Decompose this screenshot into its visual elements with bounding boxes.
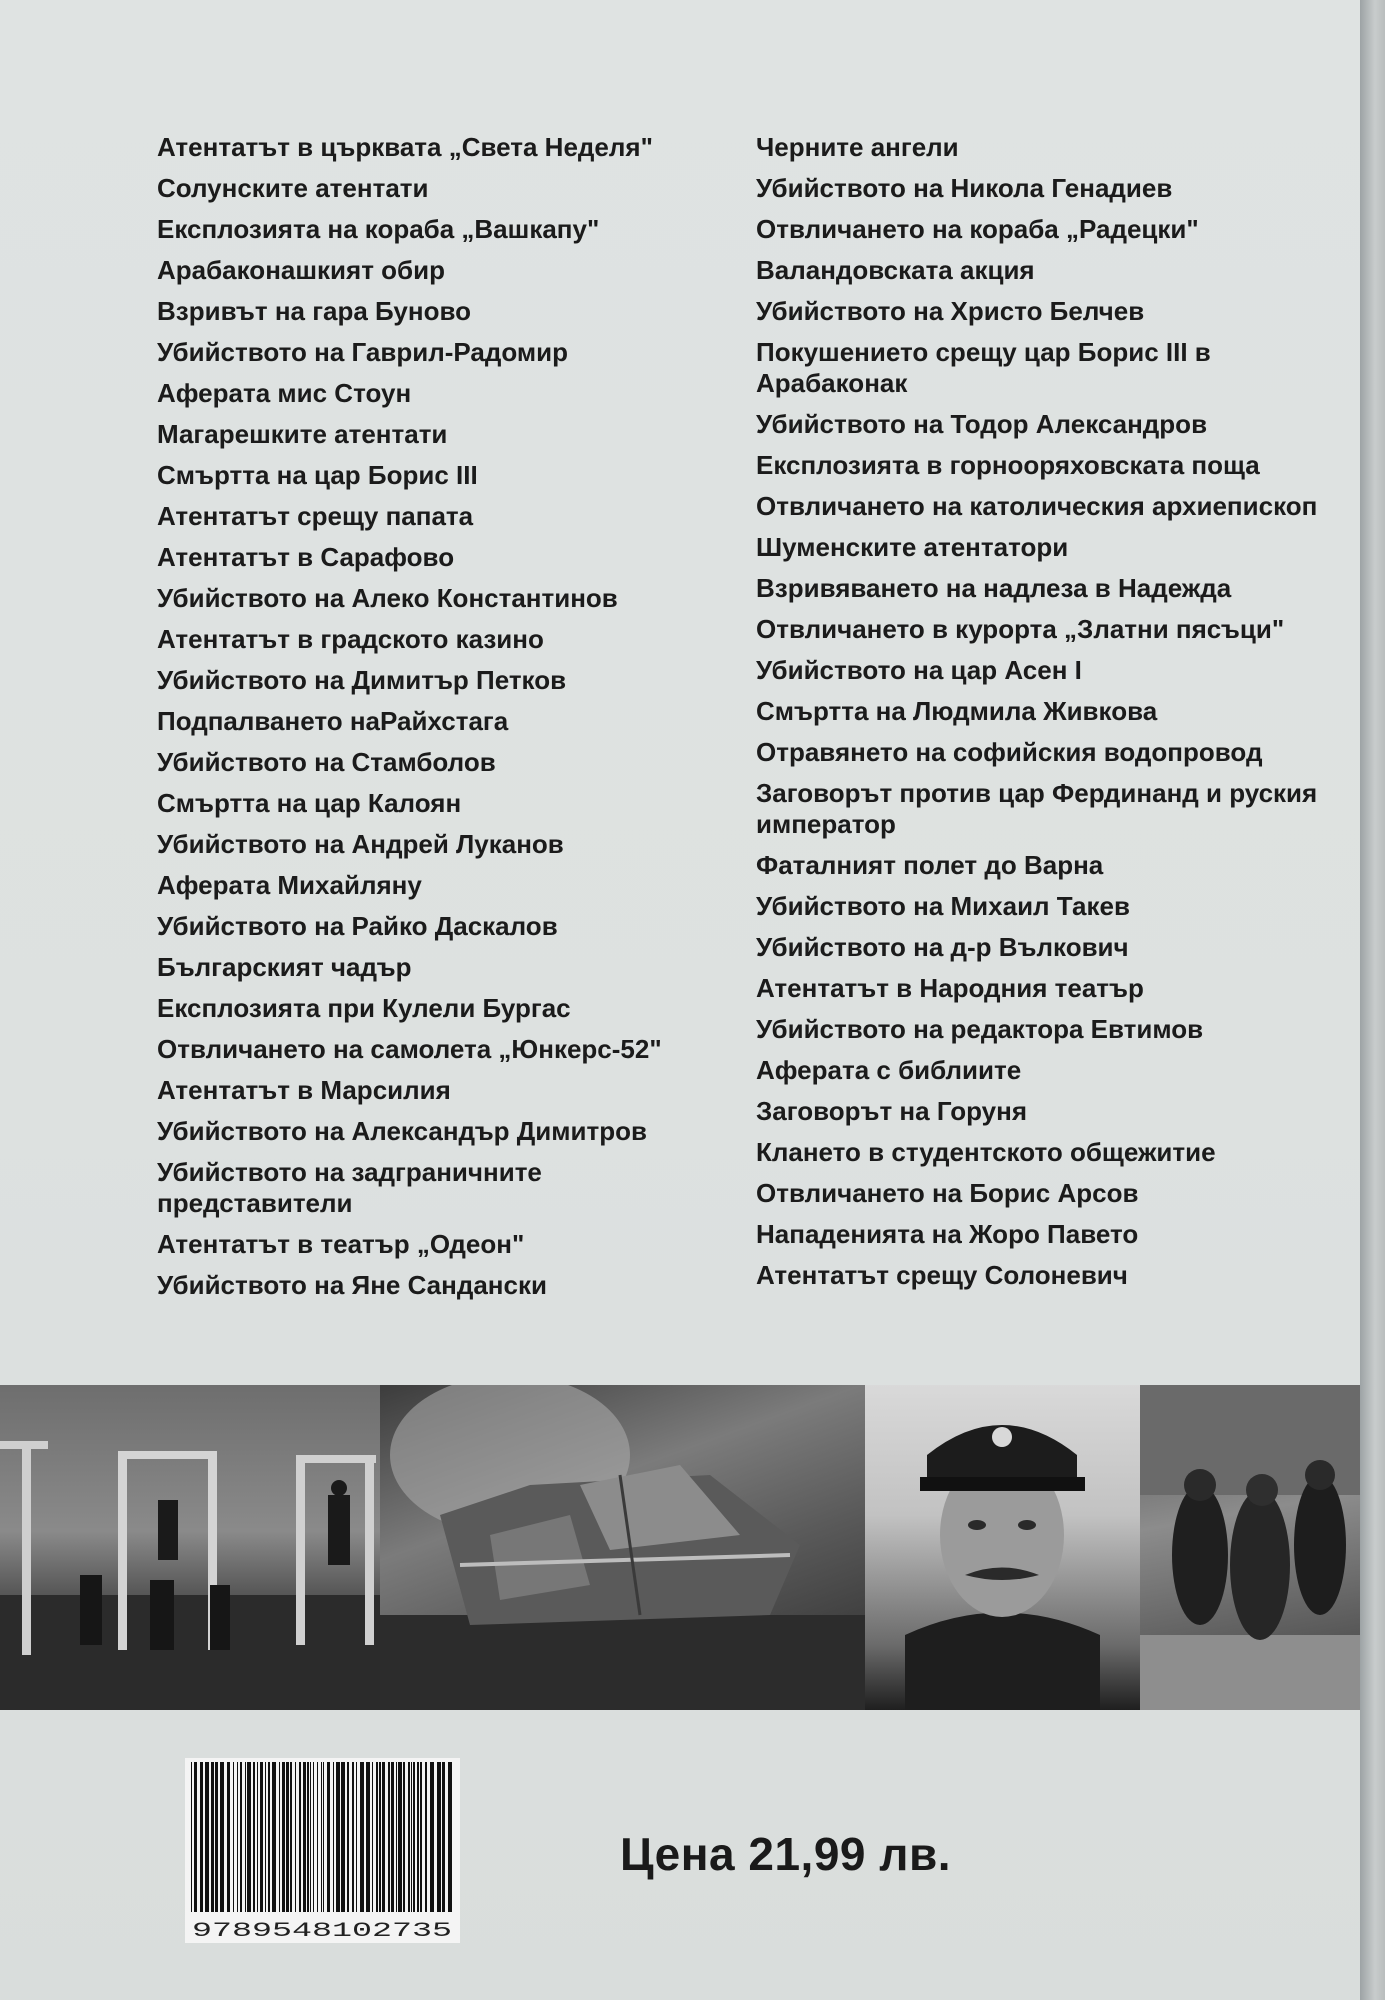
chapter-title: Атентатът срещу папата (157, 501, 474, 531)
chapter-title: Убийството на Тодор Александров (756, 409, 1208, 439)
chapter-title: Убийството на Михаил Такев (756, 891, 1130, 921)
chapter-title: Убийството на д-р Вълкович (756, 932, 1129, 962)
chapter-title: Черните ангели (756, 132, 959, 162)
chapter-title: Атентатът срещу Солоневич (756, 1260, 1128, 1290)
chapter-title: Магарешките атентати (157, 419, 448, 449)
chapter-title: Валандовската акция (756, 255, 1035, 285)
chapter-title: Аферата с библиите (756, 1055, 1022, 1085)
chapter-title: Отвличането на кораба „Радецки" (756, 214, 1199, 244)
chapter-title: Убийството на Александър Димитров (157, 1116, 647, 1146)
photo-street-crowd (1140, 1385, 1360, 1710)
chapter-title: Заговорът на Горуня (756, 1096, 1028, 1126)
chapter-title: Убийството на Райко Даскалов (157, 911, 558, 941)
photo-wrecked-plane (380, 1385, 865, 1710)
chapter-title: Отвличането на самолета „Юнкерс-52" (157, 1034, 662, 1064)
chapter-title: Убийството на редактора Евтимов (756, 1014, 1204, 1044)
chapter-title: Заговорът против цар Фердинанд и руския император (756, 778, 1318, 839)
barcode-digits: 9789548102735 (192, 1920, 452, 1943)
isbn-barcode (185, 1758, 460, 1943)
chapter-title: Убийството на цар Асен I (756, 655, 1082, 685)
chapter-title: Атентатът в църквата „Света Неделя" (157, 132, 653, 162)
chapter-title: Фаталният полет до Варна (756, 850, 1104, 880)
chapter-title: Смъртта на цар Борис III (157, 460, 478, 490)
chapter-title: Убийството на Стамболов (157, 747, 496, 777)
titles-column-left (157, 132, 717, 1311)
titles-column-right (756, 132, 1356, 1301)
chapter-title: Отвличането на Борис Арсов (756, 1178, 1139, 1208)
photo-gallows (0, 1385, 380, 1710)
chapter-title: Солунските атентати (157, 173, 429, 203)
chapter-title: Отвличането в курорта „Златни пясъци" (756, 614, 1285, 644)
photo-strip (0, 1385, 1360, 1710)
chapter-title: Убийството на Христо Белчев (756, 296, 1145, 326)
chapter-title: Експлозията при Кулели Бургас (157, 993, 571, 1023)
chapter-title: Отравянето на софийския водопровод (756, 737, 1263, 767)
chapter-title: Убийството на Яне Сандански (157, 1270, 547, 1300)
chapter-title: Аферата Михайляну (157, 870, 422, 900)
chapter-title: Убийството на Гаврил-Радомир (157, 337, 568, 367)
chapter-title: Арабаконашкият обир (157, 255, 445, 285)
chapter-title: Убийството на Андрей Луканов (157, 829, 564, 859)
chapter-title: Убийството на задграничните представители (157, 1157, 542, 1218)
chapter-title: Атентатът в Марсилия (157, 1075, 451, 1105)
chapter-title: Атентатът в Сарафово (157, 542, 455, 572)
book-edge-shadow (1360, 0, 1385, 2000)
chapter-title: Експлозията в горнооряховската поща (756, 450, 1260, 480)
chapter-title: Експлозията на кораба „Вашкапу" (157, 214, 600, 244)
chapter-title: Убийството на Алеко Константинов (157, 583, 618, 613)
chapter-title: Клането в студентското общежитие (756, 1137, 1216, 1167)
chapter-title: Атентатът в градското казино (157, 624, 544, 654)
chapter-title: Смъртта на цар Калоян (157, 788, 462, 818)
chapter-title: Атентатът в театър „Одеон" (157, 1229, 525, 1259)
chapter-title: Атентатът в Народния театър (756, 973, 1144, 1003)
chapter-title: Взривяването на надлеза в Надежда (756, 573, 1232, 603)
chapter-title: Покушението срещу цар Борис III в Арабаконак (756, 337, 1211, 398)
chapter-title: Убийството на Димитър Петков (157, 665, 567, 695)
chapter-title: Отвличането на католическия архиепископ (756, 491, 1318, 521)
price-label: Цена 21,99 лв. (620, 1828, 952, 1880)
chapter-title: Подпалването наРайхстага (157, 706, 509, 736)
chapter-title: Убийството на Никола Генадиев (756, 173, 1173, 203)
chapter-title: Шуменските атентатори (756, 532, 1069, 562)
chapter-title: Взривът на гара Буново (157, 296, 471, 326)
chapter-title: Аферата мис Стоун (157, 378, 412, 408)
chapter-title: Българският чадър (157, 952, 412, 982)
photo-portrait-man (865, 1385, 1140, 1710)
chapter-title: Нападенията на Жоро Павето (756, 1219, 1139, 1249)
chapter-title: Смъртта на Людмила Живкова (756, 696, 1158, 726)
